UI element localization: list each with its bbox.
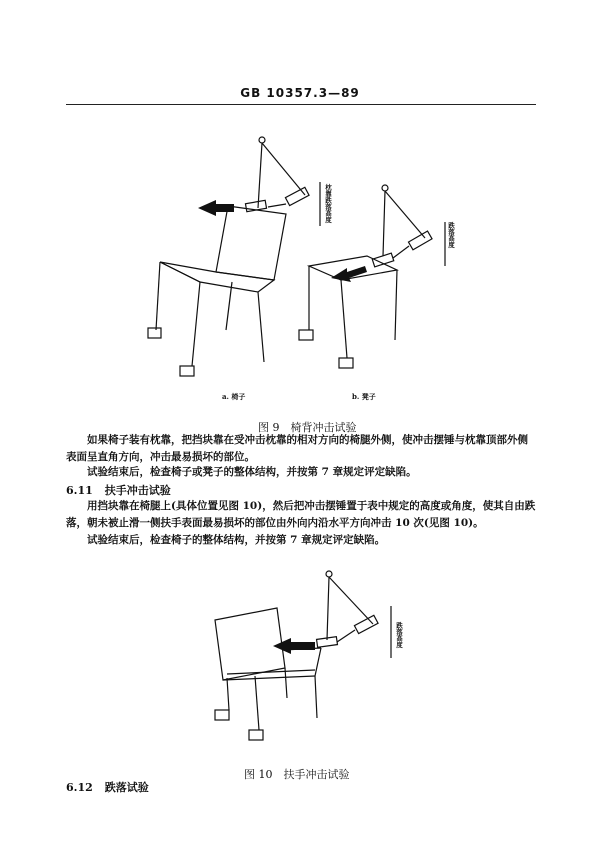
section-6-11-number: 6.11 (66, 484, 93, 497)
figure-9b-sublabel: b. 凳子 (352, 392, 376, 401)
header-rule (66, 104, 536, 105)
figure-10-caption: 图 10 扶手冲击试验 (244, 768, 350, 781)
figure-9b-height-label: 跌落高度 (447, 222, 455, 248)
section-6-11-heading (66, 482, 183, 498)
section-6-11-title: 扶手冲击试验 (104, 484, 171, 497)
figure-9a-sublabel: a. 椅子 (222, 392, 246, 401)
paragraph-armrest-method: 用挡块靠在椅腿上(具体位置见图 10)，然后把冲击摆锤置于表中规定的高度或角度，使其自由跌落，朝未被止滑一侧扶手表面最易损坏的部位由外向内沿水平方向冲击 10 次(见图 10)。 (66, 500, 536, 529)
paragraph-inspect-1: 试验结束后，检查椅子或凳子的整体结构，并按第 7 章规定评定缺陷。 (87, 466, 417, 478)
section-6-12-heading (66, 779, 161, 795)
figure-9a-height-label: 枕靠跌落高度 (324, 184, 332, 223)
standard-number: GB 10357.3—89 (240, 86, 360, 100)
figure-10-height-label: 跌落高度 (395, 622, 403, 648)
figure-10-armchair-diagram (205, 568, 405, 748)
section-6-12-number: 6.12 (66, 781, 93, 794)
figure-9b-stool-diagram (295, 180, 465, 380)
section-6-12-title: 跌落试验 (104, 781, 149, 794)
figure-9-caption: 图 9 椅背冲击试验 (258, 421, 357, 434)
paragraph-headrest: 如果椅子装有枕靠，把挡块靠在受冲击枕靠的相对方向的椅腿外侧，使冲击摆锤与枕靠顶部外侧表面呈直角方向，冲击最易损坏的部位。 (66, 434, 528, 463)
paragraph-inspect-2: 试验结束后，检查椅子的整体结构，并按第 7 章规定评定缺陷。 (87, 534, 386, 546)
